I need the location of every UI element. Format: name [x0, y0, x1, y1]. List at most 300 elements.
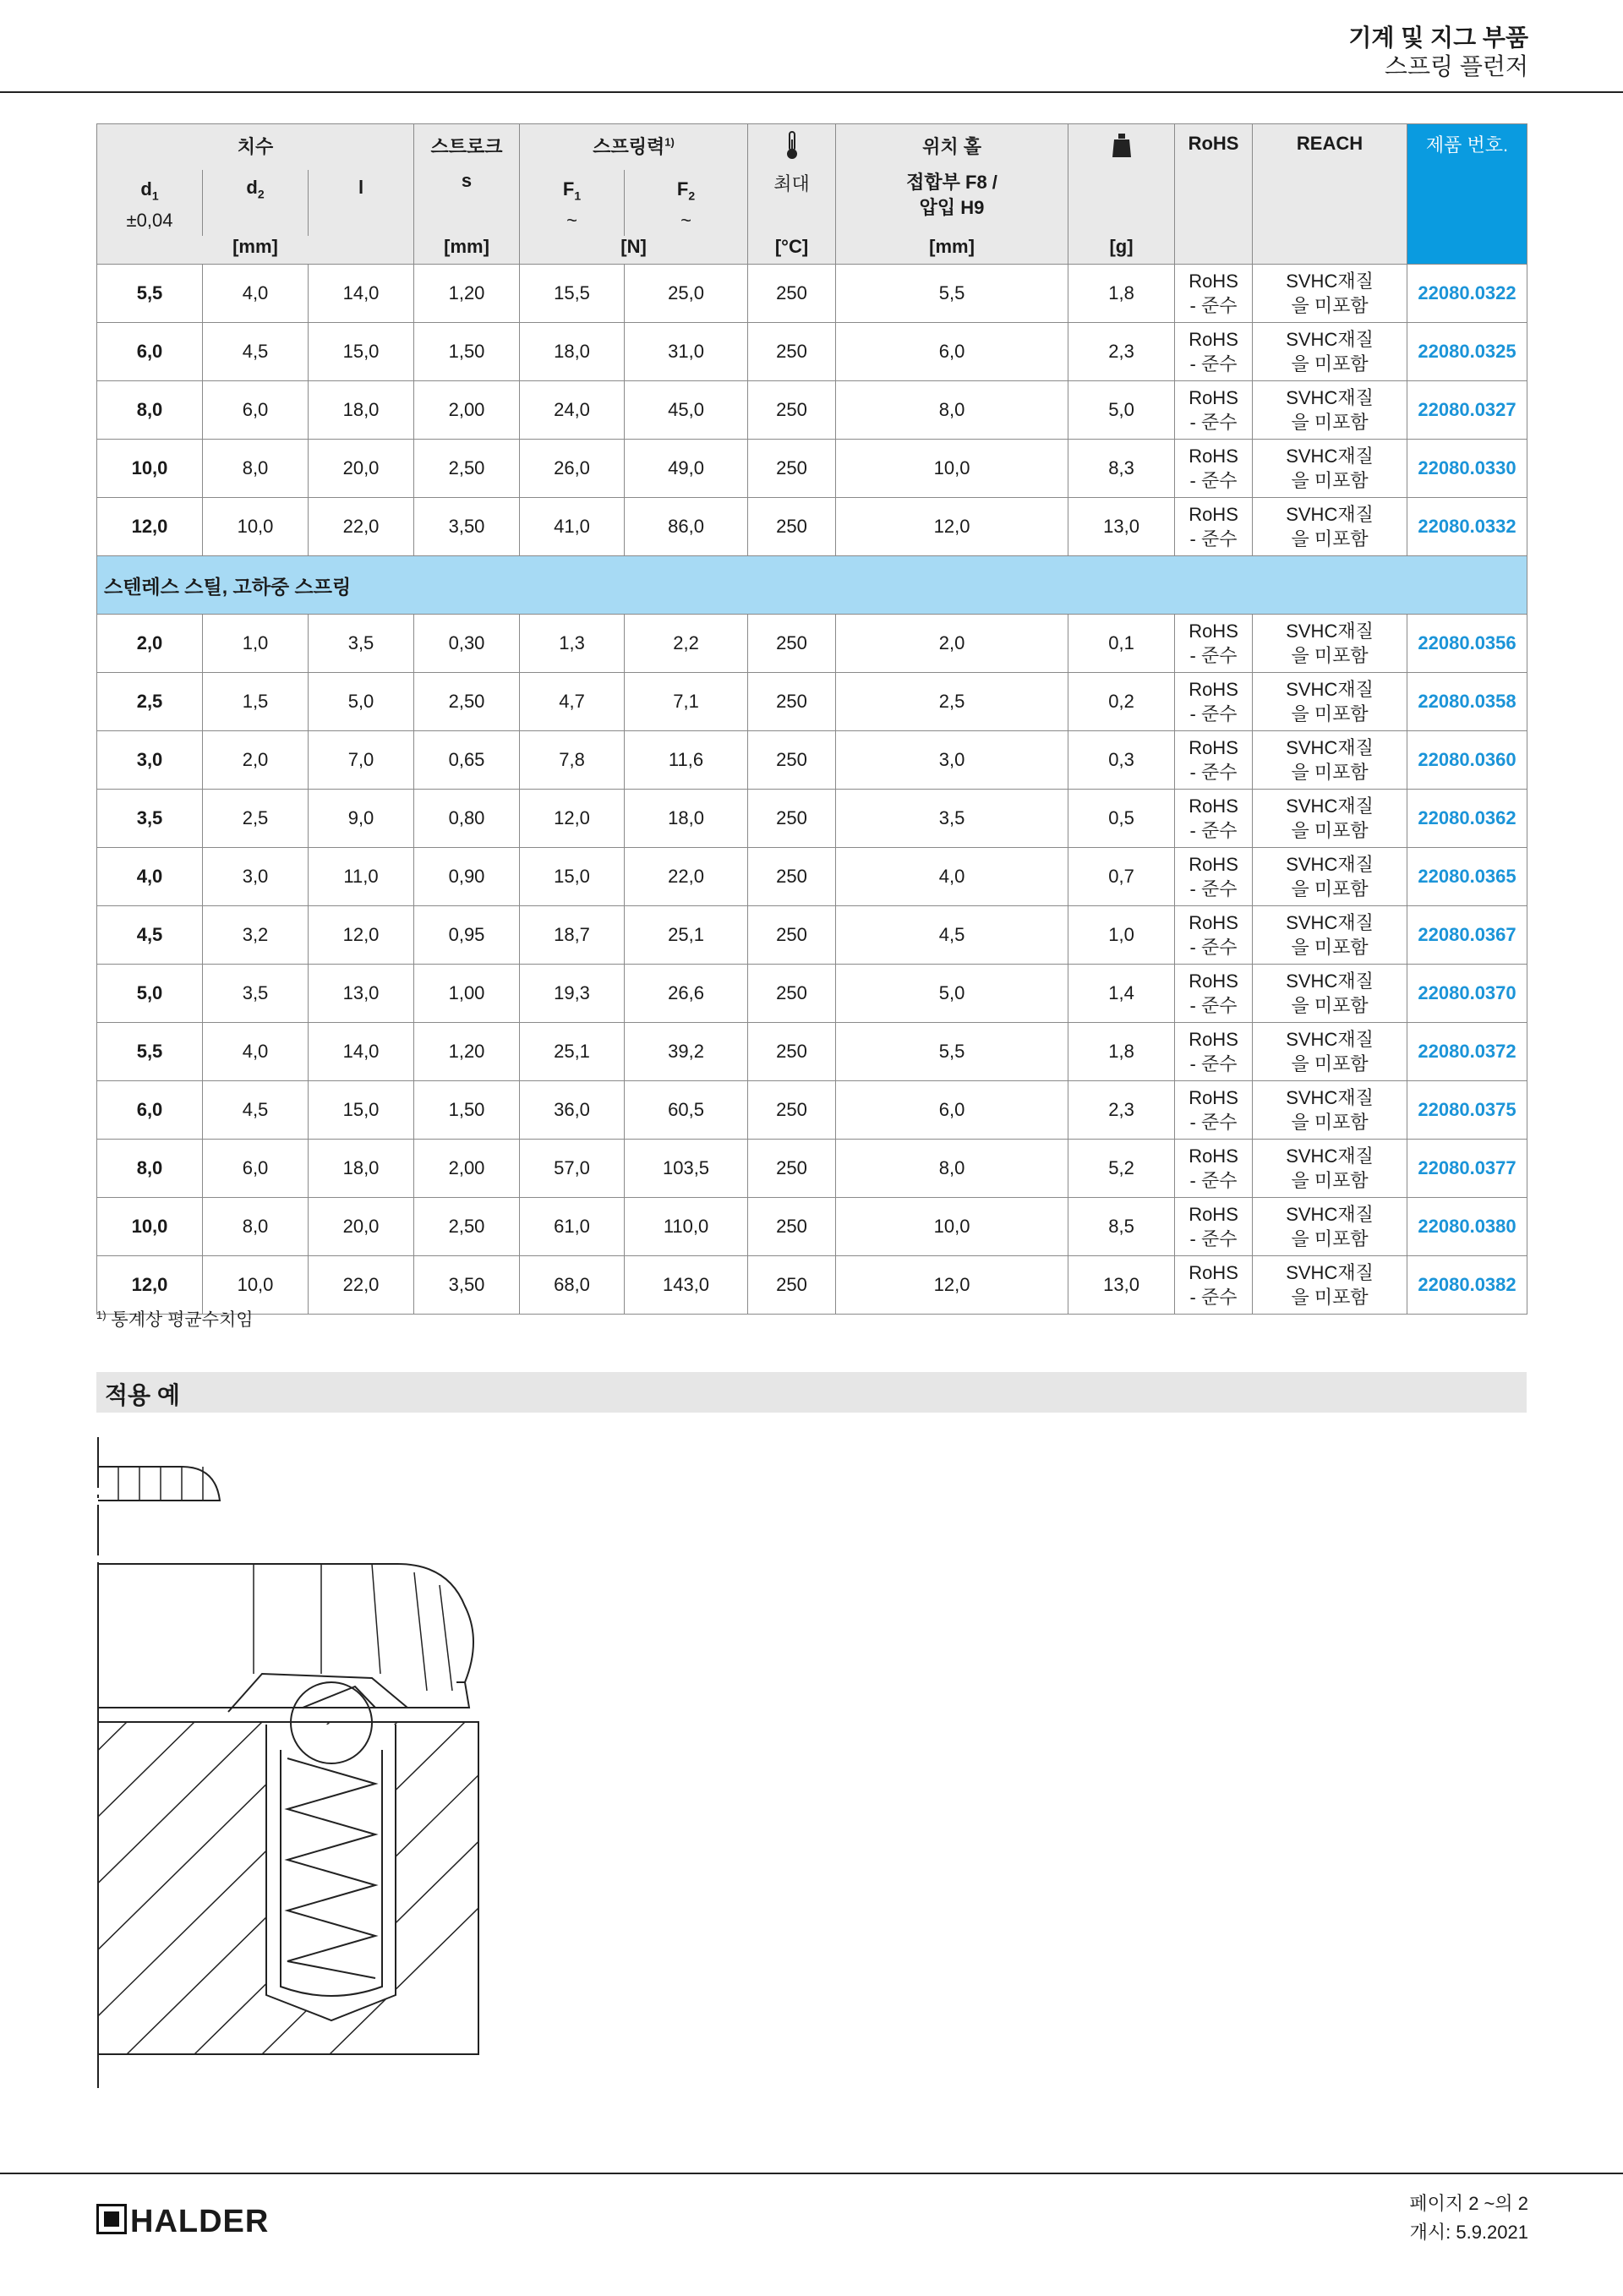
header-stroke	[414, 124, 520, 170]
cell-weight: 1,8	[1068, 1023, 1175, 1081]
cell-d1: 10,0	[97, 440, 203, 498]
table-row	[97, 965, 1527, 1023]
cell-hole: 5,5	[836, 265, 1068, 323]
header-dims: 치수	[97, 124, 414, 170]
cell-weight: 0,3	[1068, 731, 1175, 790]
cell-stroke: 0,65	[414, 731, 520, 790]
reach-line2: 을 미포함	[1291, 528, 1369, 549]
cell-stroke: 3,50	[414, 498, 520, 556]
rohs-line2: - 준수	[1189, 1170, 1238, 1191]
reach-line2: 을 미포함	[1291, 295, 1369, 316]
cell-f2: 25,0	[625, 265, 748, 323]
cell-l: 15,0	[309, 323, 414, 381]
cell-rohs	[1175, 790, 1253, 848]
table-row	[97, 1023, 1527, 1081]
header-rohs: RoHS	[1175, 124, 1253, 265]
cell-weight: 0,1	[1068, 615, 1175, 673]
reach-line1: SVHC재질	[1286, 1204, 1374, 1225]
header-spring-force	[520, 124, 748, 170]
reach-line1: SVHC재질	[1286, 912, 1374, 933]
section-title: 스텐레스 스틸, 고하중 스프링	[97, 556, 1527, 615]
cell-stroke: 0,80	[414, 790, 520, 848]
cell-f1: 61,0	[520, 1198, 625, 1256]
unit-mm-dims: [mm]	[97, 236, 414, 265]
cell-d2: 10,0	[203, 1256, 309, 1315]
table-row	[97, 381, 1527, 440]
cell-d2: 4,0	[203, 265, 309, 323]
cell-hole: 2,5	[836, 673, 1068, 731]
cell-reach	[1253, 265, 1407, 323]
reach-line1: SVHC재질	[1286, 854, 1374, 875]
rohs-line1: RoHS	[1189, 1087, 1238, 1108]
cell-f2: 103,5	[625, 1140, 748, 1198]
cell-temp: 250	[748, 906, 836, 965]
table-row	[97, 615, 1527, 673]
footnote	[96, 1306, 254, 1331]
cell-reach	[1253, 965, 1407, 1023]
cell-hole: 4,0	[836, 848, 1068, 906]
cell-stroke: 1,00	[414, 965, 520, 1023]
cell-d1: 12,0	[97, 498, 203, 556]
cell-f2: 110,0	[625, 1198, 748, 1256]
cell-stroke: 0,90	[414, 848, 520, 906]
header-spring-label: 스프링력	[593, 136, 665, 157]
cell-hole: 6,0	[836, 1081, 1068, 1140]
cell-l: 14,0	[309, 265, 414, 323]
cell-d2: 4,5	[203, 1081, 309, 1140]
cell-temp: 250	[748, 381, 836, 440]
cell-f1: 1,3	[520, 615, 625, 673]
application-drawing	[93, 1437, 499, 2088]
reach-line2: 을 미포함	[1291, 820, 1369, 841]
table-row	[97, 440, 1527, 498]
table-row	[97, 265, 1527, 323]
section-row	[97, 556, 1527, 615]
cell-d2: 3,2	[203, 906, 309, 965]
header-f1	[520, 170, 625, 236]
page-info	[1409, 2189, 1528, 2247]
reach-line1: SVHC재질	[1286, 620, 1374, 642]
cell-f2: 11,6	[625, 731, 748, 790]
cell-d2: 1,5	[203, 673, 309, 731]
cell-d1: 3,0	[97, 731, 203, 790]
cell-d1: 8,0	[97, 1140, 203, 1198]
product-number-link[interactable]: 22080.0358	[1407, 673, 1527, 731]
reach-line1: SVHC재질	[1286, 1087, 1374, 1108]
cell-rohs	[1175, 323, 1253, 381]
cell-reach	[1253, 790, 1407, 848]
table-row	[97, 1140, 1527, 1198]
cell-reach	[1253, 1081, 1407, 1140]
cell-d1: 8,0	[97, 381, 203, 440]
header-fit-f8: 접합부 F8 /	[906, 171, 997, 193]
cell-d2: 6,0	[203, 1140, 309, 1198]
cell-weight: 1,8	[1068, 265, 1175, 323]
rohs-line2: - 준수	[1189, 1112, 1238, 1133]
product-number-link[interactable]: 22080.0356	[1407, 615, 1527, 673]
rohs-line2: - 준수	[1189, 412, 1238, 433]
unit-mm-hole: [mm]	[836, 236, 1068, 265]
reach-line1: SVHC재질	[1286, 387, 1374, 408]
spec-table	[96, 123, 1527, 1315]
cell-f1: 18,0	[520, 323, 625, 381]
cell-temp: 250	[748, 1023, 836, 1081]
rohs-line2: - 준수	[1189, 995, 1238, 1016]
cell-hole: 5,0	[836, 965, 1068, 1023]
cell-hole: 4,5	[836, 906, 1068, 965]
cell-rohs	[1175, 381, 1253, 440]
cell-rohs	[1175, 906, 1253, 965]
top-divider	[0, 91, 1623, 93]
cell-hole: 10,0	[836, 440, 1068, 498]
cell-d1: 6,0	[97, 323, 203, 381]
cell-rohs	[1175, 1081, 1253, 1140]
footnote-text: 통계상 평균수치임	[111, 1310, 254, 1330]
cell-d2: 3,0	[203, 848, 309, 906]
table-row	[97, 323, 1527, 381]
cell-f2: 18,0	[625, 790, 748, 848]
cell-l: 7,0	[309, 731, 414, 790]
rohs-line2: - 준수	[1189, 937, 1238, 958]
cell-rohs	[1175, 1198, 1253, 1256]
cell-stroke: 1,20	[414, 265, 520, 323]
cell-temp: 250	[748, 731, 836, 790]
product-number-link[interactable]: 22080.0332	[1407, 498, 1527, 556]
reach-line2: 을 미포함	[1291, 937, 1369, 958]
cell-weight: 5,2	[1068, 1140, 1175, 1198]
cell-d1: 5,5	[97, 265, 203, 323]
cell-f2: 25,1	[625, 906, 748, 965]
product-number-link[interactable]: 22080.0362	[1407, 790, 1527, 848]
header-f2-label: F	[676, 178, 689, 200]
unit-n: [N]	[520, 236, 748, 265]
cell-f1: 36,0	[520, 1081, 625, 1140]
product-number-link[interactable]: 22080.0365	[1407, 848, 1527, 906]
bottom-divider	[0, 2173, 1623, 2174]
cell-temp: 250	[748, 615, 836, 673]
cell-f2: 86,0	[625, 498, 748, 556]
cell-rohs	[1175, 848, 1253, 906]
table-row	[97, 1256, 1527, 1315]
header-max: 최대	[748, 170, 836, 236]
cell-f1: 19,3	[520, 965, 625, 1023]
reach-line1: SVHC재질	[1286, 795, 1374, 817]
cell-d1: 3,5	[97, 790, 203, 848]
rohs-line2: - 준수	[1189, 1053, 1238, 1074]
cell-d1: 2,5	[97, 673, 203, 731]
cell-rohs	[1175, 1023, 1253, 1081]
table-row	[97, 906, 1527, 965]
cell-f1: 68,0	[520, 1256, 625, 1315]
product-number-link[interactable]: 22080.0375	[1407, 1081, 1527, 1140]
cell-temp: 250	[748, 1140, 836, 1198]
rohs-line1: RoHS	[1189, 387, 1238, 408]
cell-l: 15,0	[309, 1081, 414, 1140]
cell-f1: 15,5	[520, 265, 625, 323]
unit-g: [g]	[1068, 236, 1175, 265]
cell-reach	[1253, 1140, 1407, 1198]
rohs-line2: - 준수	[1189, 703, 1238, 724]
document-header	[1348, 24, 1528, 81]
rohs-line1: RoHS	[1189, 1262, 1238, 1283]
cell-weight: 0,5	[1068, 790, 1175, 848]
cell-f1: 4,7	[520, 673, 625, 731]
cell-f2: 26,6	[625, 965, 748, 1023]
reach-line1: SVHC재질	[1286, 679, 1374, 700]
header-category: 기계 및 지그 부품	[1348, 25, 1528, 51]
rohs-line1: RoHS	[1189, 795, 1238, 817]
cell-d2: 6,0	[203, 381, 309, 440]
cell-f2: 143,0	[625, 1256, 748, 1315]
rohs-line1: RoHS	[1189, 1204, 1238, 1225]
cell-d2: 2,0	[203, 731, 309, 790]
cell-stroke: 3,50	[414, 1256, 520, 1315]
cell-f1: 25,1	[520, 1023, 625, 1081]
cell-stroke: 2,50	[414, 673, 520, 731]
product-number-link[interactable]: 22080.0330	[1407, 440, 1527, 498]
cell-stroke: 2,00	[414, 1140, 520, 1198]
cell-rohs	[1175, 1140, 1253, 1198]
reach-line2: 을 미포함	[1291, 645, 1369, 666]
cell-temp: 250	[748, 965, 836, 1023]
table-body-standard	[97, 265, 1527, 556]
cell-hole: 8,0	[836, 1140, 1068, 1198]
cell-d2: 8,0	[203, 440, 309, 498]
table-row	[97, 848, 1527, 906]
cell-f1: 41,0	[520, 498, 625, 556]
cell-weight: 5,0	[1068, 381, 1175, 440]
logo-mark-icon	[96, 2204, 127, 2234]
cell-f1: 15,0	[520, 848, 625, 906]
application-title: 적용 예	[105, 1382, 180, 1408]
brand-name: HALDER	[130, 2204, 270, 2239]
reach-line1: SVHC재질	[1286, 446, 1374, 467]
table-row	[97, 673, 1527, 731]
product-number-link[interactable]: 22080.0367	[1407, 906, 1527, 965]
cell-weight: 1,0	[1068, 906, 1175, 965]
header-press-h9: 압입 H9	[919, 196, 985, 218]
cell-f2: 22,0	[625, 848, 748, 906]
reach-line1: SVHC재질	[1286, 329, 1374, 350]
header-f2-sub: 2	[688, 188, 696, 202]
product-number-link[interactable]: 22080.0372	[1407, 1023, 1527, 1081]
cell-hole: 2,0	[836, 615, 1068, 673]
rohs-line1: RoHS	[1189, 1029, 1238, 1050]
page-number: 페이지 2 ~의 2	[1409, 2193, 1528, 2214]
cell-l: 11,0	[309, 848, 414, 906]
header-f1-label: F	[562, 178, 575, 200]
reach-line2: 을 미포함	[1291, 995, 1369, 1016]
header-f1-tilde: ~	[566, 209, 577, 231]
header-d1-sub: 1	[151, 188, 159, 202]
rohs-line2: - 준수	[1189, 1228, 1238, 1249]
header-fit	[836, 170, 1068, 236]
table-row	[97, 731, 1527, 790]
reach-line1: SVHC재질	[1286, 1029, 1374, 1050]
cell-f1: 57,0	[520, 1140, 625, 1198]
product-number-link[interactable]: 22080.0377	[1407, 1140, 1527, 1198]
cell-weight: 13,0	[1068, 1256, 1175, 1315]
cell-hole: 5,5	[836, 1023, 1068, 1081]
cell-reach	[1253, 440, 1407, 498]
header-product: 스프링 플런저	[1384, 53, 1528, 79]
rohs-line1: RoHS	[1189, 912, 1238, 933]
rohs-line2: - 준수	[1189, 295, 1238, 316]
rohs-line1: RoHS	[1189, 1145, 1238, 1167]
cell-d2: 8,0	[203, 1198, 309, 1256]
cell-weight: 0,7	[1068, 848, 1175, 906]
header-f2-tilde: ~	[680, 209, 691, 231]
cell-f2: 49,0	[625, 440, 748, 498]
rohs-line1: RoHS	[1189, 271, 1238, 292]
cell-l: 14,0	[309, 1023, 414, 1081]
cell-f2: 45,0	[625, 381, 748, 440]
cell-d2: 4,5	[203, 323, 309, 381]
rohs-line1: RoHS	[1189, 504, 1238, 525]
cell-l: 18,0	[309, 381, 414, 440]
header-temp	[748, 124, 836, 170]
cell-f1: 24,0	[520, 381, 625, 440]
cell-hole: 8,0	[836, 381, 1068, 440]
header-l: l	[309, 170, 414, 236]
cell-l: 20,0	[309, 1198, 414, 1256]
rohs-line1: RoHS	[1189, 737, 1238, 758]
reach-line2: 을 미포함	[1291, 762, 1369, 783]
cell-d1: 10,0	[97, 1198, 203, 1256]
cell-temp: 250	[748, 1198, 836, 1256]
product-number-link[interactable]: 22080.0382	[1407, 1256, 1527, 1315]
cell-reach	[1253, 906, 1407, 965]
cell-weight: 1,4	[1068, 965, 1175, 1023]
rohs-line2: - 준수	[1189, 820, 1238, 841]
cell-rohs	[1175, 440, 1253, 498]
footnote-ref: 1)	[664, 135, 675, 149]
cell-stroke: 1,50	[414, 323, 520, 381]
rohs-line2: - 준수	[1189, 645, 1238, 666]
product-number-link[interactable]: 22080.0370	[1407, 965, 1527, 1023]
cell-reach	[1253, 381, 1407, 440]
cell-d1: 5,5	[97, 1023, 203, 1081]
cell-stroke: 2,50	[414, 1198, 520, 1256]
cell-f1: 26,0	[520, 440, 625, 498]
cell-weight: 2,3	[1068, 323, 1175, 381]
table-row	[97, 790, 1527, 848]
header-d2-sub: 2	[257, 186, 265, 200]
cell-hole: 12,0	[836, 498, 1068, 556]
reach-line2: 을 미포함	[1291, 1170, 1369, 1191]
cell-d1: 2,0	[97, 615, 203, 673]
rohs-line1: RoHS	[1189, 970, 1238, 992]
cell-stroke: 0,95	[414, 906, 520, 965]
header-reach: REACH	[1253, 124, 1407, 265]
cell-weight: 8,3	[1068, 440, 1175, 498]
cell-reach	[1253, 1023, 1407, 1081]
cell-weight: 0,2	[1068, 673, 1175, 731]
reach-line1: SVHC재질	[1286, 1262, 1374, 1283]
rohs-line2: - 준수	[1189, 470, 1238, 491]
header-d2	[203, 170, 309, 236]
cell-rohs	[1175, 1256, 1253, 1315]
unit-mm-stroke: [mm]	[414, 236, 520, 265]
header-stroke-label: 스트로크	[430, 136, 503, 157]
reach-line1: SVHC재질	[1286, 271, 1374, 292]
header-d2-label: d	[246, 176, 258, 198]
rohs-line2: - 준수	[1189, 878, 1238, 899]
reach-line1: SVHC재질	[1286, 504, 1374, 525]
header-s: s	[414, 170, 520, 236]
cell-reach	[1253, 848, 1407, 906]
cell-l: 20,0	[309, 440, 414, 498]
cell-stroke: 0,30	[414, 615, 520, 673]
cell-d1: 4,5	[97, 906, 203, 965]
header-weight	[1068, 124, 1175, 170]
reach-line2: 을 미포함	[1291, 412, 1369, 433]
cell-d2: 4,0	[203, 1023, 309, 1081]
reach-line1: SVHC재질	[1286, 737, 1374, 758]
cell-l: 5,0	[309, 673, 414, 731]
reach-line2: 을 미포함	[1291, 703, 1369, 724]
cell-stroke: 2,00	[414, 381, 520, 440]
cell-reach	[1253, 323, 1407, 381]
header-product-number: 제품 번호.	[1407, 124, 1527, 265]
cell-l: 9,0	[309, 790, 414, 848]
cell-temp: 250	[748, 440, 836, 498]
cell-hole: 3,0	[836, 731, 1068, 790]
table-section	[97, 556, 1527, 615]
cell-d2: 2,5	[203, 790, 309, 848]
product-number-link[interactable]: 22080.0322	[1407, 265, 1527, 323]
cell-reach	[1253, 731, 1407, 790]
product-number-link[interactable]: 22080.0325	[1407, 323, 1527, 381]
reach-line2: 을 미포함	[1291, 353, 1369, 374]
footnote-mark: 1)	[96, 1309, 107, 1321]
cell-rohs	[1175, 615, 1253, 673]
issue-date: 개시: 5.9.2021	[1409, 2222, 1528, 2243]
cell-l: 22,0	[309, 1256, 414, 1315]
product-number-link[interactable]: 22080.0327	[1407, 381, 1527, 440]
cell-hole: 6,0	[836, 323, 1068, 381]
cell-temp: 250	[748, 498, 836, 556]
cell-l: 13,0	[309, 965, 414, 1023]
reach-line2: 을 미포함	[1291, 470, 1369, 491]
cell-rohs	[1175, 265, 1253, 323]
cell-temp: 250	[748, 1081, 836, 1140]
cell-f1: 18,7	[520, 906, 625, 965]
cell-temp: 250	[748, 323, 836, 381]
rohs-line2: - 준수	[1189, 353, 1238, 374]
cell-d2: 3,5	[203, 965, 309, 1023]
thermometer-icon	[785, 131, 799, 160]
cell-weight: 2,3	[1068, 1081, 1175, 1140]
reach-line1: SVHC재질	[1286, 1145, 1374, 1167]
header-position-hole	[836, 124, 1068, 170]
application-section-bar	[96, 1372, 1527, 1413]
cell-rohs	[1175, 673, 1253, 731]
cell-l: 22,0	[309, 498, 414, 556]
product-number-link[interactable]: 22080.0380	[1407, 1198, 1527, 1256]
header-d1	[97, 170, 203, 236]
rohs-line2: - 준수	[1189, 528, 1238, 549]
reach-line2: 을 미포함	[1291, 1053, 1369, 1074]
cell-l: 12,0	[309, 906, 414, 965]
product-number-link[interactable]: 22080.0360	[1407, 731, 1527, 790]
cell-temp: 250	[748, 265, 836, 323]
unit-c: [°C]	[748, 236, 836, 265]
header-pos-hole: 위치 홀	[922, 136, 981, 157]
cell-d1: 6,0	[97, 1081, 203, 1140]
table-row	[97, 498, 1527, 556]
cell-reach	[1253, 615, 1407, 673]
